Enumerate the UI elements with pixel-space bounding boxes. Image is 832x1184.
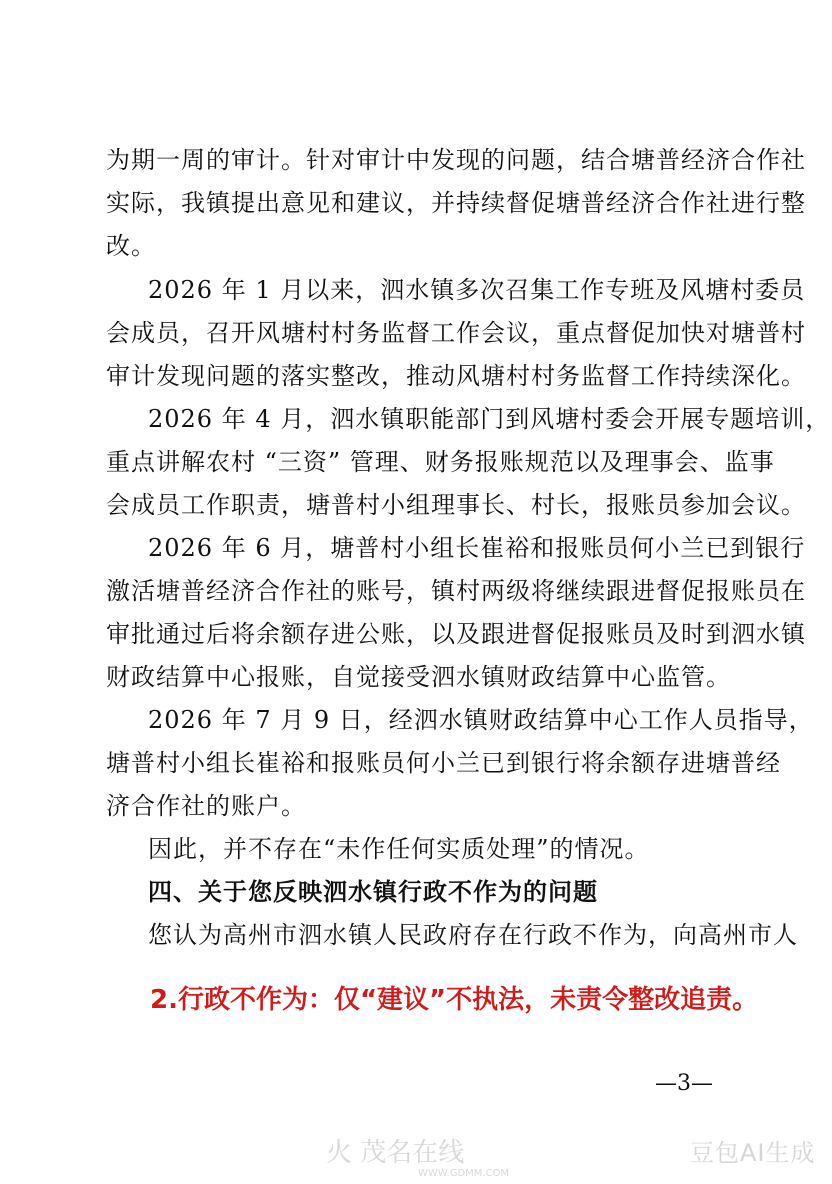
text-line: 财政结算中心报账，自觉接受泗水镇财政结算中心监管。 — [106, 663, 731, 691]
text-line: 2026 年 1 月以来，泗水镇多次召集工作专班及风塘村委员 — [148, 276, 806, 304]
text-line: 激活塘普经济合作社的账号，镇村两级将继续跟进督促报账员在 — [106, 577, 806, 605]
text-line: 您认为高州市泗水镇人民政府存在行政不作为，向高州市人 — [148, 921, 798, 949]
text-line: 2026 年 7 月 9 日，经泗水镇财政结算中心工作人员指导， — [148, 706, 814, 734]
red-annotation: 2.行政不作为：仅“建议”不执法，未责令整改追责。 — [150, 985, 759, 1015]
text-line: 因此，并不存在“未作任何实质处理”的情况。 — [148, 835, 650, 863]
text-line: 2026 年 4 月，泗水镇职能部门到风塘村委会开展专题培训， — [148, 405, 831, 433]
text-line: 实际，我镇提出意见和建议，并持续督促塘普经济合作社进行整 — [106, 189, 806, 217]
text-line: 重点讲解农村 “三资” 管理、财务报账规范以及理事会、监事 — [106, 448, 775, 476]
site-watermark-url: WWW.GDMM.COM — [418, 1168, 510, 1179]
text-line: 审计发现问题的落实整改，推动风塘村村务监督工作持续深化。 — [106, 362, 806, 390]
text-line: 会成员工作职责，塘普村小组理事长、村长，报账员参加会议。 — [106, 491, 806, 519]
text-line: 塘普村小组长崔裕和报账员何小兰已到银行将余额存进塘普经 — [106, 749, 781, 777]
site-watermark: 火 茂名在线 — [326, 1138, 465, 1168]
text-line: 审批通过后将余额存进公账，以及跟进督促报账员及时到泗水镇 — [106, 620, 806, 648]
text-line: 会成员，召开风塘村村务监督工作会议，重点督促加快对塘普村 — [106, 319, 806, 347]
text-line: 济合作社的账户。 — [106, 792, 306, 820]
text-line: 改。 — [106, 232, 156, 260]
text-line: 为期一周的审计。针对审计中发现的问题，结合塘普经济合作社 — [106, 146, 806, 174]
text-line: 2026 年 6 月，塘普村小组长崔裕和报账员何小兰已到银行 — [148, 534, 806, 562]
page-number: —3— — [655, 1071, 713, 1096]
ai-generated-watermark: 豆包AI生成 — [690, 1139, 816, 1167]
section-heading: 四、关于您反映泗水镇行政不作为的问题 — [148, 878, 598, 906]
